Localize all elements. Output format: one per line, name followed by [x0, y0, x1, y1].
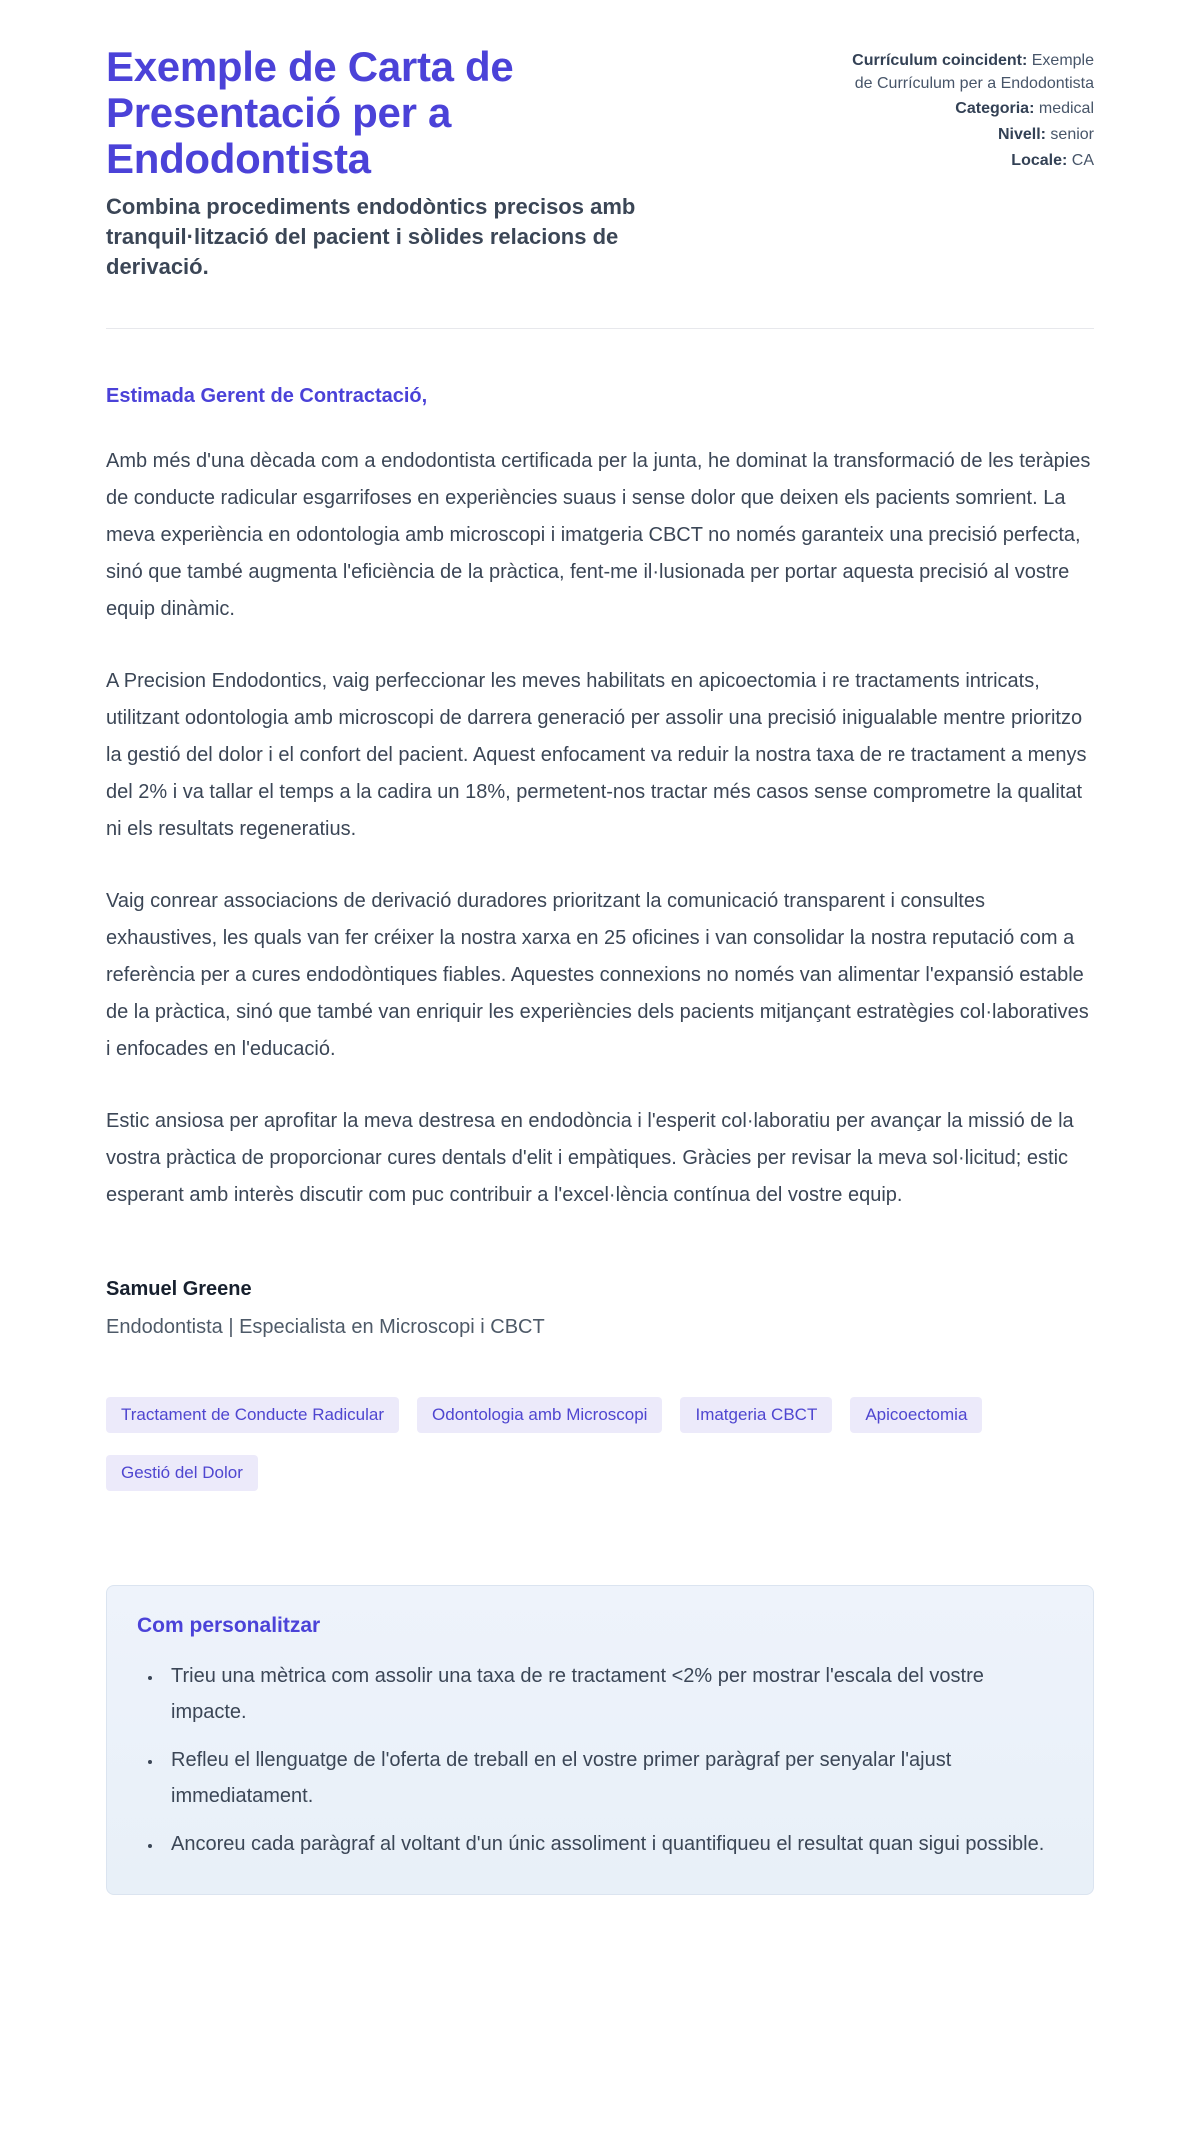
meta-category	[849, 98, 1094, 121]
meta-level-label: Nivell:	[997, 126, 1046, 144]
meta-category-value: medical	[1038, 100, 1094, 118]
page-header	[106, 44, 1094, 282]
skill-tag-pain-management: Gestió del Dolor	[106, 1455, 258, 1491]
letter-greeting: Estimada Gerent de Contractació,	[106, 385, 428, 407]
meta-resume-match-label: Currículum coincident:	[852, 52, 1028, 69]
signature-name: Samuel Greene	[106, 1278, 252, 1300]
tips-list	[137, 1658, 1063, 1862]
tip-item-2: • Refleu el llenguatge de l'oferta de treball en el vostre primer paràgraf per senyalar l'ajust immediatament.	[163, 1742, 1063, 1814]
letter-paragraph-4: Estic ansiosa per aprofitar la meva destresa en endodòncia i l'esperit col·laboratiu per avançar la missió de la vostra pràctica de proporcionar cures dentals d'elit i empàtiques. Gràcies per revisar la meva sol·licitud; estic esperant amb interès discutir com puc contribuir a l'excel·lència contínua del vostre equip.	[106, 1110, 1074, 1206]
resume-meta	[849, 44, 1094, 176]
page-title: Exemple de Carta de Presentació per a Endodontista	[106, 43, 514, 182]
skill-tag-apicoectomy: Apicoectomia	[850, 1397, 982, 1433]
tip-item-1: • Trieu una mètrica com assolir una taxa de re tractament <2% per mostrar l'escala del vostre impacte.	[163, 1658, 1063, 1730]
meta-locale	[849, 150, 1094, 173]
letter-signature	[106, 1278, 1094, 1339]
meta-level-value: senior	[1050, 126, 1094, 144]
letter-body	[106, 385, 1094, 1339]
tips-heading: Com personalitzar	[137, 1614, 321, 1637]
header-left	[106, 44, 706, 282]
skill-tag-root-canal: Tractament de Conducte Radicular	[106, 1397, 399, 1433]
page-subtitle: Combina procediments endodòntics precisos amb tranquil·lització del pacient i sòlides relacions de derivació.	[106, 194, 636, 279]
how-to-personalize-box	[106, 1585, 1094, 1895]
letter-paragraph-3: Vaig conrear associacions de derivació duradores prioritzant la comunicació transparent i consultes exhaustives, les quals van fer créixer la nostra xarxa en 25 oficines i van consolidar la nostra reputació com a referència per a cures endodòntiques fiables. Aquestes connexions no només van alimentar l'expansió estable de la pràctica, sinó que també van enriquir les experiències dels pacients mitjançant estratègies col·laboratives i enfocades en l'educació.	[106, 890, 1089, 1060]
letter-paragraph-2: A Precision Endodontics, vaig perfeccionar les meves habilitats en apicoectomia i re tractaments intricats, utilitzant odontologia amb microscopi de darrera generació per assolir una precisió inigualable mentre prioritzo la gestió del dolor i el confort del pacient. Aquest enfocament va reduir la nostra taxa de re tractament a menys del 2% i va tallar el temps a la cadira un 18%, permetent-nos tractar més casos sense comprometre la qualitat ni els resultats regeneratius.	[106, 670, 1087, 840]
skill-tags	[106, 1397, 1094, 1491]
meta-level	[849, 124, 1094, 147]
signature-role: Endodontista | Especialista en Microscopi i CBCT	[106, 1316, 545, 1338]
header-divider	[106, 328, 1094, 329]
meta-resume-match-value: Exemple de Currículum per a Endodontista	[854, 52, 1094, 92]
skill-tag-microscope-dentistry: Odontologia amb Microscopi	[417, 1397, 662, 1433]
letter-paragraph-1: Amb més d'una dècada com a endodontista certificada per la junta, he dominat la transformació de les teràpies de conducte radicular esgarrifoses en experiències suaus i sense dolor que deixen els pacients somrient. La meva experiència en odontologia amb microscopi i imatgeria CBCT no només garanteix una precisió perfecta, sinó que també augmenta l'eficiència de la pràctica, fent-me il·lusionada per portar aquesta precisió al vostre equip dinàmic.	[106, 450, 1091, 620]
meta-locale-label: Locale:	[1011, 151, 1068, 169]
tip-item-3: • Ancoreu cada paràgraf al voltant d'un únic assoliment i quantifiqueu el resultat quan sigui possible.	[163, 1826, 1063, 1862]
meta-locale-value: CA	[1071, 151, 1094, 169]
cover-letter-page	[106, 0, 1094, 1965]
skill-tag-cbct-imaging: Imatgeria CBCT	[680, 1397, 832, 1433]
meta-resume-match	[849, 50, 1094, 95]
meta-category-label: Categoria:	[955, 100, 1035, 118]
